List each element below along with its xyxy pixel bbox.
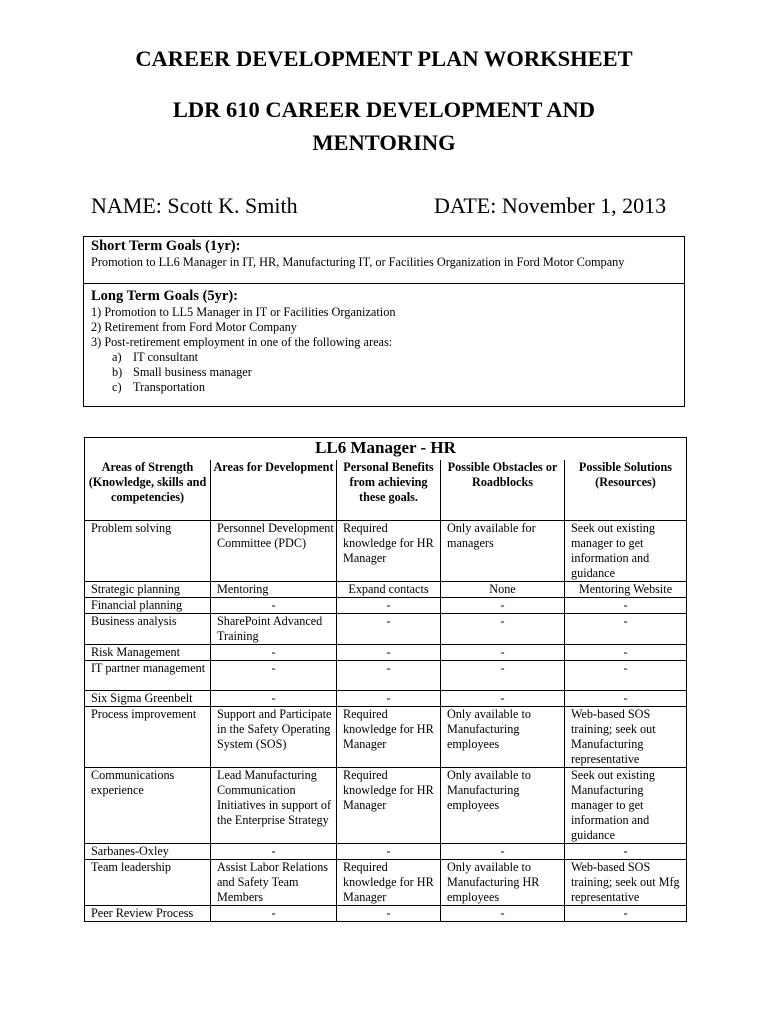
short-term-goals-text: Promotion to LL6 Manager in IT, HR, Manufacturing IT, or Facilities Organization in Ford Motor Company	[91, 255, 625, 269]
table-cell: -	[565, 906, 687, 922]
table-cell: Support and Participate in the Safety Operating System (SOS)	[211, 707, 337, 768]
table-cell: -	[565, 598, 687, 614]
header-areas-of-strength: Areas of Strength (Knowledge, skills and competencies)	[85, 460, 211, 521]
table-cell: -	[565, 614, 687, 645]
table-cell: -	[441, 645, 565, 661]
table-row	[85, 661, 687, 691]
long-term-goal-item: 3) Post-retirement employment in one of the following areas:	[91, 335, 393, 349]
table-cell: -	[565, 661, 687, 691]
table-cell: -	[441, 844, 565, 860]
table-row	[85, 614, 687, 645]
table-cell: -	[441, 614, 565, 645]
table-cell: Seek out existing Manufacturing manager to get information and guidance	[565, 768, 687, 844]
course-title: LDR 610 CAREER DEVELOPMENT AND MENTORING	[172, 97, 596, 155]
table-cell: Required knowledge for HR Manager	[337, 521, 441, 582]
long-term-goal-item: 2) Retirement from Ford Motor Company	[91, 320, 297, 334]
table-body	[85, 521, 687, 922]
table-cell: -	[211, 844, 337, 860]
name-field: NAME: Scott K. Smith	[91, 193, 298, 218]
table-row	[85, 707, 687, 768]
table-row	[85, 691, 687, 707]
table-cell: IT partner management	[85, 661, 211, 691]
table-cell: Communications experience	[85, 768, 211, 844]
table-cell: None	[441, 582, 565, 598]
long-term-subitem: c) Transportation	[112, 380, 205, 394]
header-areas-for-development: Areas for Development	[211, 460, 337, 521]
table-cell: Only available to Manufacturing employees	[441, 707, 565, 768]
short-term-goals-box	[83, 236, 685, 284]
table-cell: -	[441, 906, 565, 922]
worksheet-title: CAREER DEVELOPMENT PLAN WORKSHEET	[135, 46, 633, 71]
table-cell: Process improvement	[85, 707, 211, 768]
header-possible-obstacles: Possible Obstacles or Roadblocks	[441, 460, 565, 521]
long-term-subitem: b) Small business manager	[112, 365, 252, 379]
table-cell: Mentoring Website	[565, 582, 687, 598]
table-cell: Seek out existing manager to get information and guidance	[565, 521, 687, 582]
table-cell: -	[211, 645, 337, 661]
table-cell: -	[337, 906, 441, 922]
table-cell: Risk Management	[85, 645, 211, 661]
table-cell: Sarbanes-Oxley	[85, 844, 211, 860]
table-cell: -	[337, 614, 441, 645]
long-term-goals-heading: Long Term Goals (5yr):	[91, 288, 239, 304]
development-table	[84, 437, 687, 922]
long-term-goal-item: 1) Promotion to LL5 Manager in IT or Facilities Organization	[91, 305, 396, 319]
table-cell: -	[441, 691, 565, 707]
table-row	[85, 521, 687, 582]
table-cell: Financial planning	[85, 598, 211, 614]
table-cell: Only available for managers	[441, 521, 565, 582]
table-cell: Only available to Manufacturing HR employees	[441, 860, 565, 906]
table-cell: Required knowledge for HR Manager	[337, 707, 441, 768]
table-header-row	[85, 460, 687, 521]
table-cell: Required knowledge for HR Manager	[337, 860, 441, 906]
table-cell: Problem solving	[85, 521, 211, 582]
table-cell: -	[211, 691, 337, 707]
table-cell: -	[565, 645, 687, 661]
table-title: LL6 Manager - HR	[85, 438, 687, 461]
table-cell: Team leadership	[85, 860, 211, 906]
short-term-goals-heading: Short Term Goals (1yr):	[91, 238, 241, 254]
table-cell: -	[337, 598, 441, 614]
table-cell: SharePoint Advanced Training	[211, 614, 337, 645]
table-row	[85, 844, 687, 860]
table-cell: Strategic planning	[85, 582, 211, 598]
date-field: DATE: November 1, 2013	[434, 193, 667, 218]
table-cell: -	[565, 844, 687, 860]
table-row	[85, 645, 687, 661]
header-personal-benefits: Personal Benefits from achieving these goals.	[337, 460, 441, 521]
table-row	[85, 768, 687, 844]
table-cell: Assist Labor Relations and Safety Team Members	[211, 860, 337, 906]
table-cell: -	[337, 661, 441, 691]
table-cell: -	[211, 906, 337, 922]
long-term-goals-box	[83, 284, 685, 407]
table-cell: -	[337, 844, 441, 860]
header-possible-solutions: Possible Solutions (Resources)	[565, 460, 687, 521]
table-row	[85, 582, 687, 598]
table-cell: Personnel Development Committee (PDC)	[211, 521, 337, 582]
table-cell: Only available to Manufacturing employees	[441, 768, 565, 844]
table-cell: Business analysis	[85, 614, 211, 645]
table-cell: -	[565, 691, 687, 707]
table-cell: -	[441, 661, 565, 691]
table-cell: -	[211, 598, 337, 614]
table-cell: Lead Manufacturing Communication Initiatives in support of the Enterprise Strategy	[211, 768, 337, 844]
table-row	[85, 598, 687, 614]
long-term-subitem: a) IT consultant	[112, 350, 199, 364]
table-cell: Expand contacts	[337, 582, 441, 598]
table-cell: -	[211, 661, 337, 691]
table-cell: Peer Review Process	[85, 906, 211, 922]
table-cell: Six Sigma Greenbelt	[85, 691, 211, 707]
table-row	[85, 860, 687, 906]
table-cell: -	[441, 598, 565, 614]
table-cell: Web-based SOS training; seek out Mfg representative	[565, 860, 687, 906]
table-cell: -	[337, 691, 441, 707]
table-cell: Required knowledge for HR Manager	[337, 768, 441, 844]
table-cell: Mentoring	[211, 582, 337, 598]
table-cell: Web-based SOS training; seek out Manufacturing representative	[565, 707, 687, 768]
table-row	[85, 906, 687, 922]
table-cell: -	[337, 645, 441, 661]
